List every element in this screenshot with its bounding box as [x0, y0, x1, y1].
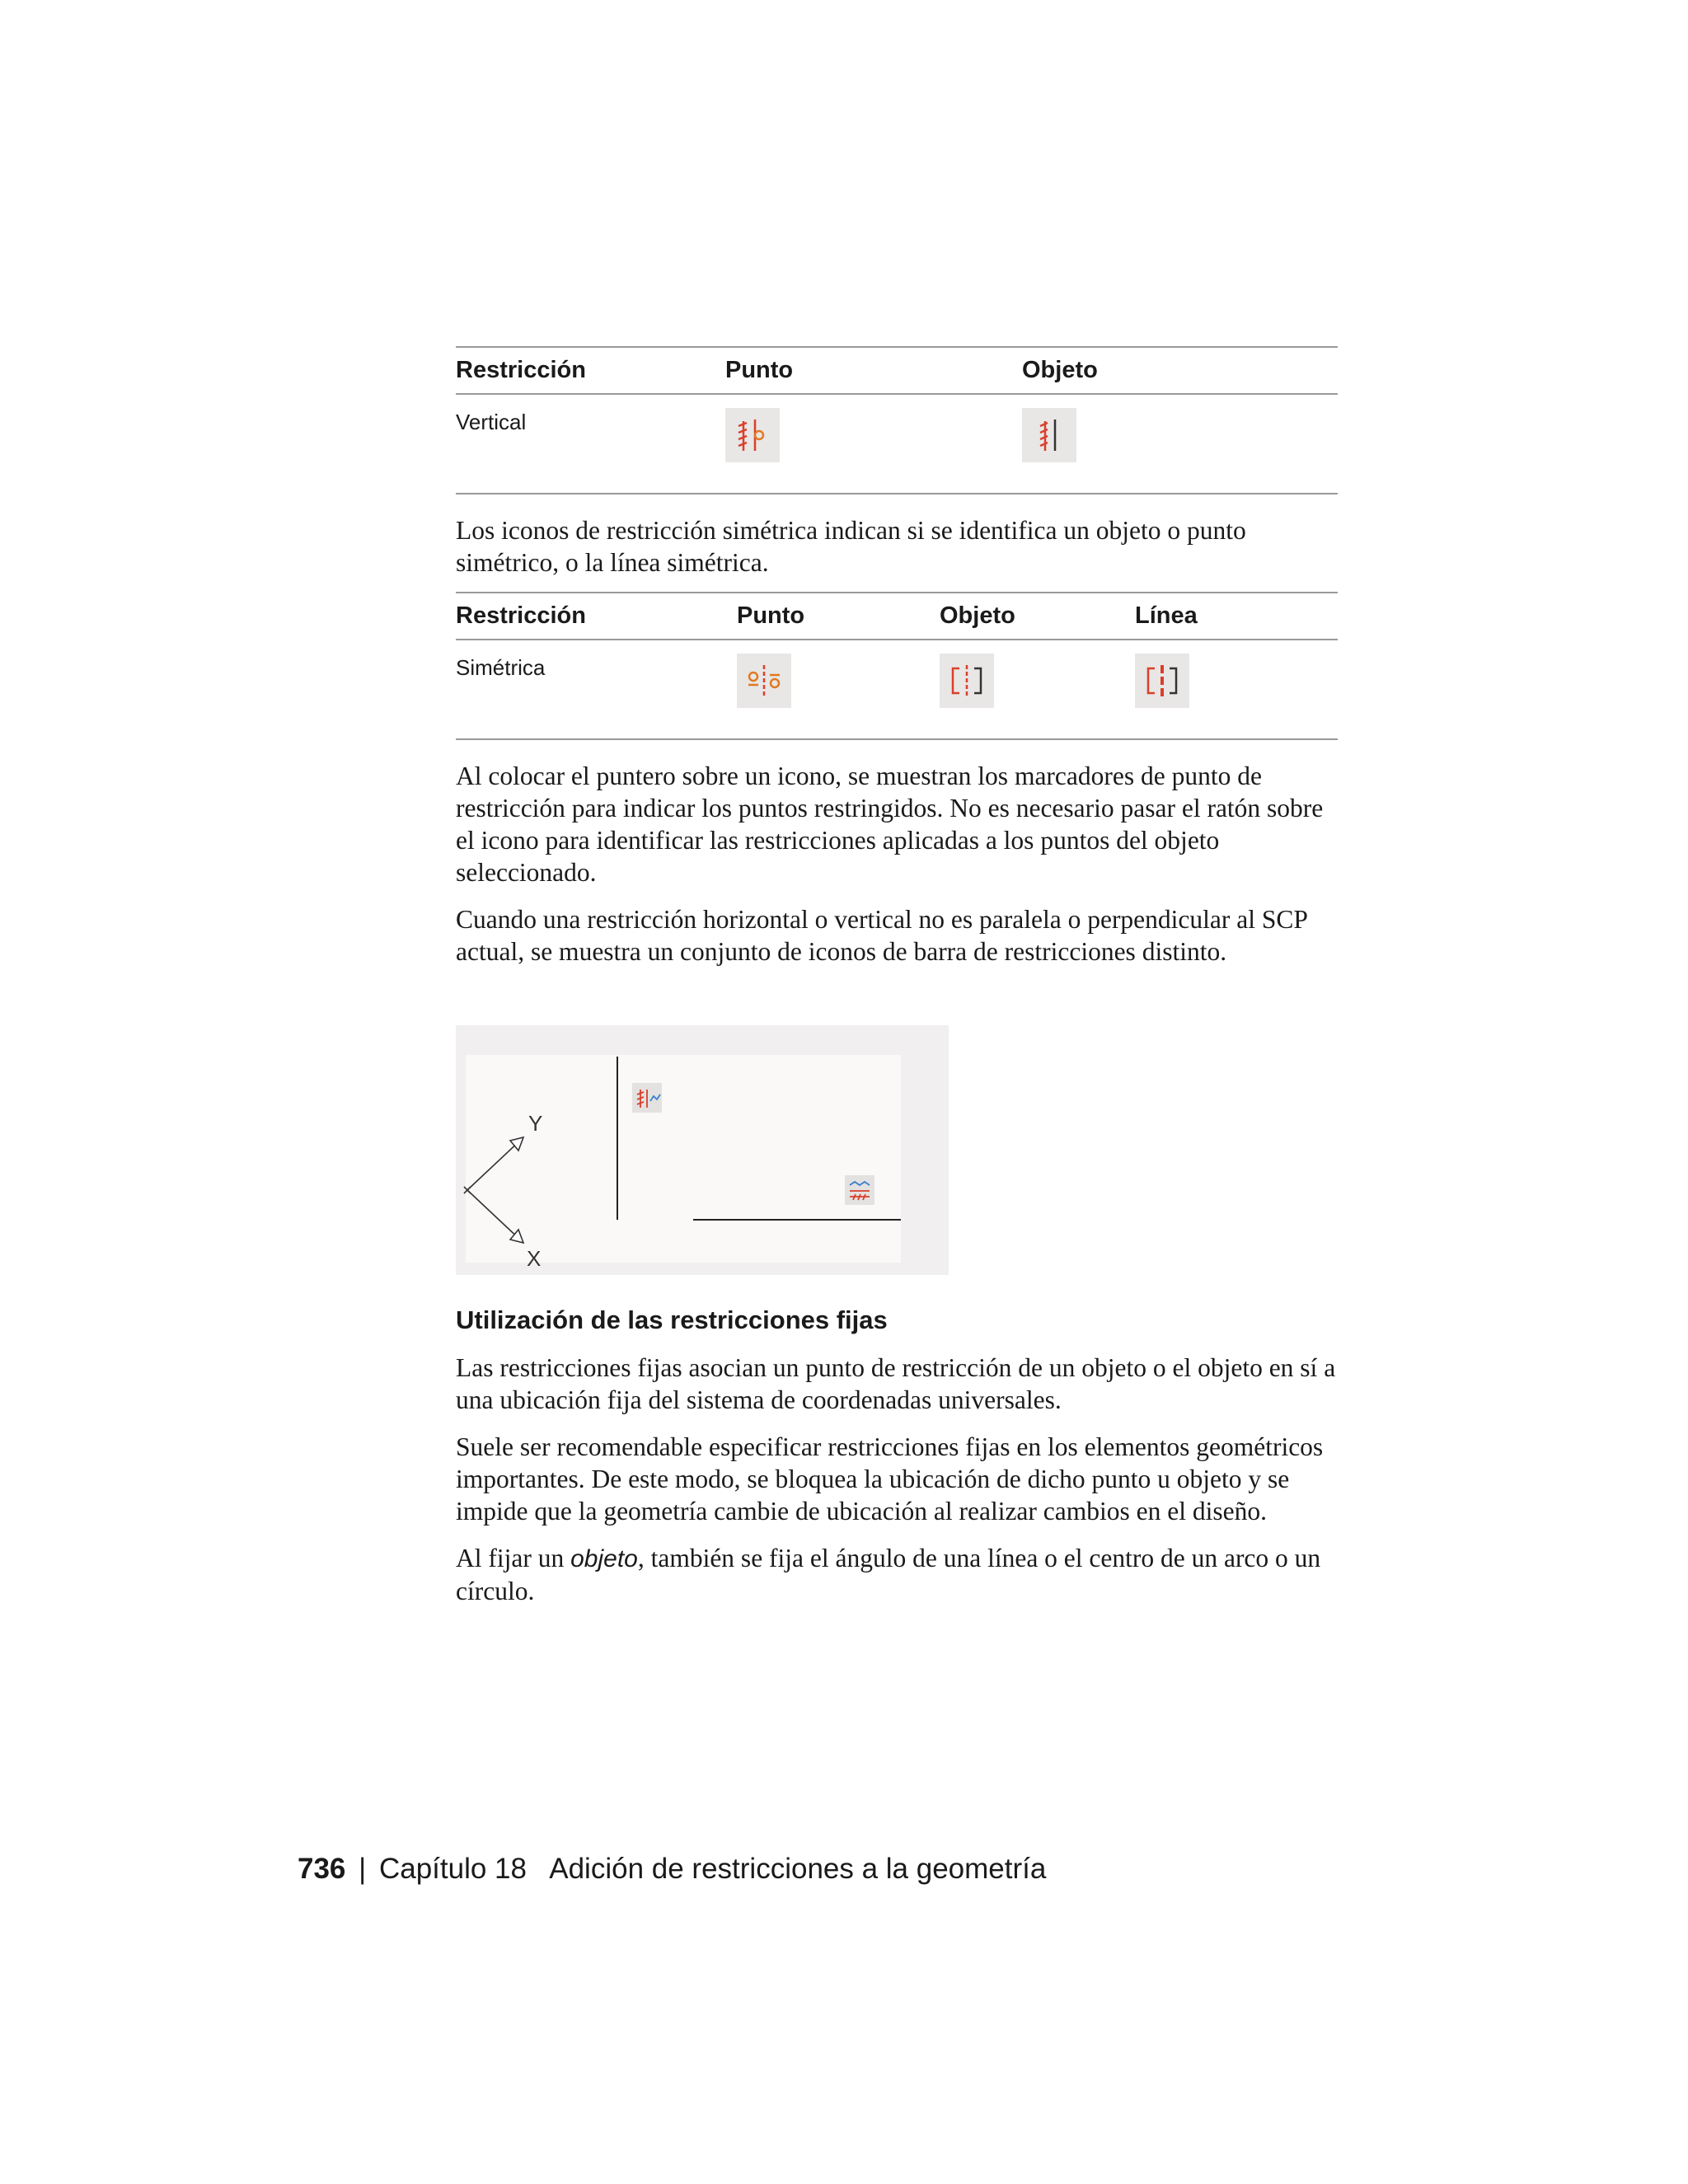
- text-span: Al fijar un: [456, 1544, 571, 1572]
- row-label: Vertical: [456, 410, 527, 434]
- footer-separator: |: [359, 1853, 367, 1885]
- header-linea: Línea: [1135, 602, 1198, 629]
- text-span: , también se fija el ángulo de una línea o el centro de un arco o un círculo.: [456, 1544, 1321, 1605]
- table-header-row: [456, 593, 1338, 640]
- header-punto: Punto: [737, 602, 805, 629]
- fixed-constraints-section: [456, 1340, 1338, 1607]
- axis-y-label: Y: [528, 1111, 543, 1136]
- constraint-bar-figure: [456, 1025, 949, 1275]
- page-number: 736: [298, 1853, 346, 1885]
- vertical-constraint-bar-icon[interactable]: [632, 1083, 662, 1113]
- symmetric-line-icon: [1135, 654, 1189, 708]
- chapter-title: Adición de restricciones a la geometría: [549, 1853, 1047, 1885]
- drawing-area: [466, 1055, 901, 1263]
- paragraph-pointer-markers: Al colocar el puntero sobre un icono, se muestran los marcadores de punto de restricción para indicar los puntos restringidos. No es necesario pasar el ratón sobre el icono para identificar las restricciones aplicadas a los puntos del objeto seleccionado.: [456, 762, 1324, 887]
- row-label: Simétrica: [456, 655, 546, 680]
- vertical-constraint-table: [456, 346, 1338, 494]
- table-row: [456, 394, 1338, 494]
- page-content: [456, 346, 1338, 968]
- horizontal-constraint-bar-icon[interactable]: [845, 1175, 874, 1205]
- figure-drawing: [456, 1025, 949, 1275]
- symmetric-object-icon: [940, 654, 994, 708]
- page-footer: [298, 1853, 1046, 1886]
- chapter-label: Capítulo 18: [378, 1853, 527, 1885]
- header-restriccion: Restricción: [456, 602, 586, 629]
- paragraph-fixed-object: [456, 1542, 1338, 1607]
- paragraph-symmetric-intro: Los iconos de restricción simétrica indican si se identifica un objeto o punto simétrico, o la línea simétrica.: [456, 516, 1246, 577]
- symmetric-constraint-table: [456, 592, 1338, 740]
- header-restriccion: Restricción: [456, 356, 586, 383]
- symmetric-point-icon: [737, 654, 791, 708]
- table-row: [456, 640, 1338, 739]
- header-objeto: Objeto: [1022, 356, 1098, 383]
- header-punto: Punto: [725, 356, 794, 383]
- vertical-object-icon: [1022, 408, 1076, 462]
- table-header-row: [456, 347, 1338, 394]
- paragraph-fixed-definition: Las restricciones fijas asocian un punto de restricción de un objeto o el objeto en sí a una ubicación fija del sistema de coordenadas universales.: [456, 1353, 1336, 1414]
- vertical-point-icon: [725, 408, 780, 462]
- axis-x-label: X: [527, 1246, 542, 1271]
- header-objeto: Objeto: [940, 602, 1015, 629]
- emphasis-objeto: objeto: [570, 1545, 638, 1572]
- section-heading: Utilización de las restricciones fijas: [456, 1305, 888, 1334]
- paragraph-scp-icons: Cuando una restricción horizontal o vertical no es paralela o perpendicular al SCP actual, se muestra un conjunto de iconos de barra de restricciones distinto.: [456, 905, 1307, 966]
- paragraph-fixed-recommendation: Suele ser recomendable especificar restricciones fijas en los elementos geométricos importantes. De este modo, se bloquea la ubicación de dicho punto u objeto y se impide que la geometría cambie de ubicación al realizar cambios en el diseño.: [456, 1432, 1324, 1526]
